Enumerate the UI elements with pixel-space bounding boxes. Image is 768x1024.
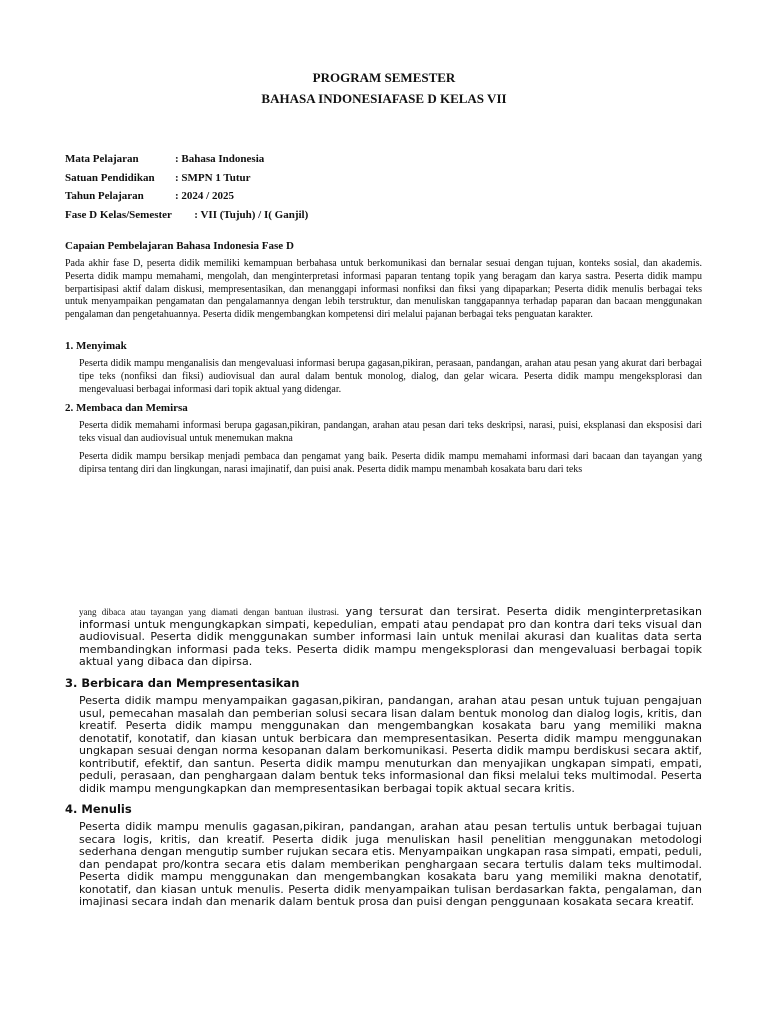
info-label: Fase D Kelas/Semester <box>65 208 172 221</box>
info-value: : Bahasa Indonesia <box>175 153 265 165</box>
info-row-phase <box>65 206 308 225</box>
section-text-berbicara: Peserta didik mampu menyampaikan gagasan,pikiran, pandangan, arahan atau pesan untuk tujuan pengajuan usul, pemecahan masalah dan pemberian solusi secara lisan dalam bentuk monolog dan dialog logis, kritis, dan kreatif. Peserta didik mampu menggunakan dan mengembangkan kosakata baru yang memiliki makna denotatif, konotatif, dan kiasan untuk berbicara dan mempresentasikan. Peserta didik mampu menggunakan ungkapan sesuai dengan norma kesopanan dalam berkomunikasi. Peserta didik mampu berdiskusi secara aktif, kontributif, efektif, dan santun. Peserta didik mampu menuturkan dan menyajikan ungkapan simpati, empati, peduli, perasaan, dan penghargaan dalam bentuk teks informasional dan fiksi melalui teks multimodal. Peserta didik mampu mengungkapkan dan mempresentasikan berbagai topik aktual secara kritis. <box>79 694 702 795</box>
continued-fragment: yang dibaca atau tayangan yang diamati dengan bantuan ilustrasi. <box>79 607 340 617</box>
cp-intro: Pada akhir fase D, peserta didik memiliki kemampuan berbahasa untuk berkomunikasi dan bernalar sesuai dengan tujuan, konteks sosial, dan akademis. Peserta didik mampu memahami, mengolah, dan menginterpretasi informasi paparan tentang topik yang beragam dan karya sastra. Peserta didik mampu berpartisipasi aktif dalam diskusi, mempresentasikan, dan menanggapi informasi nonfiksi dan fiksi yang dipaparkan; Peserta didik menulis berbagai teks untuk menyampaikan pengamatan dan pengalamannya dengan lebih terstruktur, dan menuliskan tanggapannya terhadap paparan dan bacaan menggunakan pengalaman dan pengetahuannya. Peserta didik mengembangkan kompetensi diri melalui pajanan berbagai teks penguatan karakter. <box>65 258 702 321</box>
cp-heading: Capaian Pembelajaran Bahasa Indonesia Fase D <box>65 240 294 252</box>
document-title: PROGRAM SEMESTER <box>312 70 456 85</box>
info-label: Mata Pelajaran <box>65 153 139 165</box>
section-heading-berbicara: 3. Berbicara dan Mempresentasikan <box>65 676 300 690</box>
info-row-school <box>65 169 308 188</box>
info-row-year <box>65 187 308 206</box>
document-subtitle: BAHASA INDONESIAFASE D KELAS VII <box>261 91 507 106</box>
section-heading-membaca: 2. Membaca dan Memirsa <box>65 402 188 414</box>
section-text-menyimak: Peserta didik mampu menganalisis dan mengevaluasi informasi berupa gagasan,pikiran, perasaan, pandangan, arahan atau pesan yang akurat dari berbagai tipe teks (nonfiksi dan fiksi) audiovisual dan aural dalam bentuk monolog, dialog, dan gelar wicara. Peserta didik mampu mengeksplorasi dan mengevaluasi berbagai informasi dari topik aktual yang didengar. <box>79 358 702 395</box>
section-text-membaca-1: Peserta didik memahami informasi berupa gagasan,pikiran, pandangan, arahan atau pesan dari teks deskripsi, narasi, puisi, eksplanasi dan eksposisi dari teks visual dan audiovisual untuk menemukan makna <box>79 420 702 444</box>
info-table <box>65 150 308 224</box>
section-text-membaca-2: Peserta didik mampu bersikap menjadi pembaca dan pengamat yang baik. Peserta didik mampu memahami informasi dari bacaan dan tayangan yang dipirsa tentang diri dan lingkungan, narasi imajinatif, dan puisi anak. Peserta didik mampu menambah kosakata baru dari teks <box>79 451 702 475</box>
info-value: : VII (Tujuh) / I( Ganjil) <box>175 208 309 221</box>
section-heading-menulis: 4. Menulis <box>65 802 132 816</box>
section-heading-menyimak: 1. Menyimak <box>65 340 127 352</box>
section-text-menulis: Peserta didik mampu menulis gagasan,pikiran, pandangan, arahan atau pesan tertulis untuk berbagai tujuan secara logis, kritis, dan kreatif. Peserta didik juga menuliskan hasil penelitian menggunakan metodologi sederhana dengan mengutip sumber rujukan secara etis. Menyampaikan ungkapan rasa simpati, empati, peduli, dan pendapat pro/kontra secara etis dalam memberikan penghargaan secara tertulis dalam teks multimodal. Peserta didik mampu menggunakan dan mengembangkan kosakata baru yang memiliki makna denotatif, konotatif, dan kiasan untuk menulis. Peserta didik menyampaikan tulisan berdasarkan fakta, pengalaman, dan imajinasi secara indah dan menarik dalam bentuk prosa dan puisi dengan penggunaan kosakata secara kreatif. <box>79 820 702 908</box>
info-row-subject <box>65 150 308 169</box>
section-text-membaca-continued <box>79 606 702 669</box>
info-label: Satuan Pendidikan <box>65 171 155 184</box>
info-value: : 2024 / 2025 <box>175 190 234 202</box>
info-value: : SMPN 1 Tutur <box>175 171 251 184</box>
info-label: Tahun Pelajaran <box>65 190 144 202</box>
continued-text: yang tersurat dan tersirat. Peserta didik menginterpretasikan informasi untuk mengungkapkan simpati, kepedulian, empati atau pendapat pro dan kontra dari teks visual dan audiovisual. Peserta didik menggunakan sumber informasi lain untuk menilai akurasi dan kualitas data serta membandingkan informasi pada teks. Peserta didik mampu mengeksplorasi dan mengevaluasi berbagai topik aktual yang dibaca dan dipirsa. <box>79 605 702 668</box>
